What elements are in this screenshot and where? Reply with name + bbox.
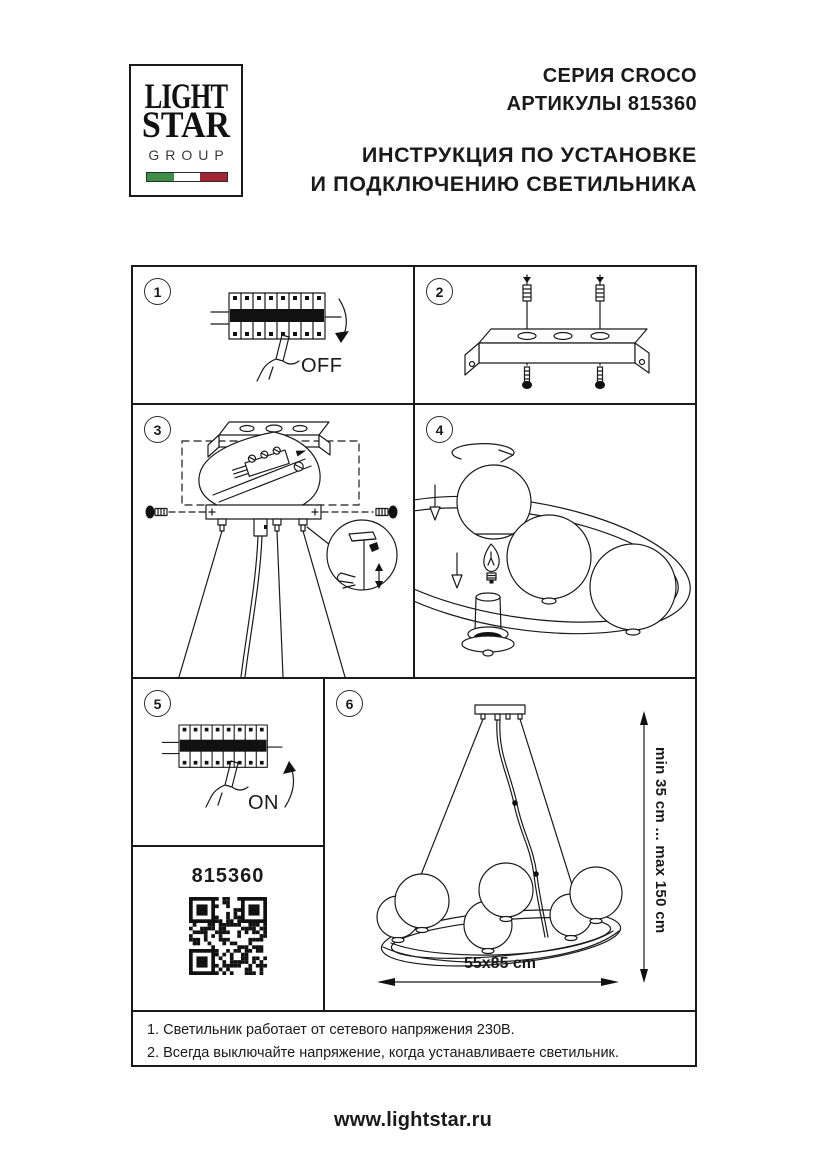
- step-3-panel: [133, 405, 413, 677]
- breaker-off-illustration: [133, 267, 413, 403]
- step-5-badge: 5: [144, 690, 171, 717]
- series-title: СЕРИЯ CROCO: [542, 65, 697, 87]
- step-6-badge: 6: [336, 690, 363, 717]
- notes-panel: [133, 1012, 695, 1067]
- size-label: 55x85 cm: [463, 955, 537, 972]
- header-series-block: [507, 62, 697, 118]
- step-2-panel: [415, 267, 697, 403]
- instruction-grid: [131, 265, 697, 1067]
- step-5-panel: [133, 679, 323, 845]
- step-4-badge: 4: [426, 416, 453, 443]
- step-1-panel: [133, 267, 413, 403]
- mounting-bracket-illustration: [415, 267, 697, 403]
- step-2-badge: 2: [426, 278, 453, 305]
- off-label: OFF: [301, 355, 343, 377]
- qr-code: [189, 897, 267, 975]
- article-qr-panel: [133, 847, 323, 1010]
- article-number: 815360: [191, 865, 265, 887]
- globe-installation-illustration: [415, 405, 697, 677]
- website-url: www.lightstar.ru: [333, 1109, 493, 1131]
- note-1: 1. Светильник работает от сетевого напряжения 230В.: [147, 1022, 515, 1038]
- on-label: ON: [248, 792, 279, 814]
- logo-word-group: GROUP: [148, 147, 230, 163]
- logo-word-star: STAR: [141, 105, 231, 146]
- page-title: ИНСТРУКЦИЯ ПО УСТАНОВКЕ И ПОДКЛЮЧЕНИЮ СВЕТИЛЬНИКА: [310, 143, 697, 196]
- note-2: 2. Всегда выключайте напряжение, когда устанавливаете светильник.: [147, 1045, 619, 1061]
- canopy-wiring-illustration: [133, 405, 413, 677]
- step-1-badge: 1: [144, 278, 171, 305]
- step-3-badge: 3: [144, 416, 171, 443]
- step-6-panel: [325, 679, 697, 1010]
- height-range-label: min 35 cm ... max 150 cm: [652, 747, 669, 934]
- article-title: АРТИКУЛЫ 815360: [506, 93, 697, 115]
- step-4-panel: [415, 405, 697, 677]
- logo-word-light: LIGHT: [144, 77, 228, 117]
- italian-flag-icon: [146, 172, 228, 182]
- lightstar-logo: [129, 64, 243, 197]
